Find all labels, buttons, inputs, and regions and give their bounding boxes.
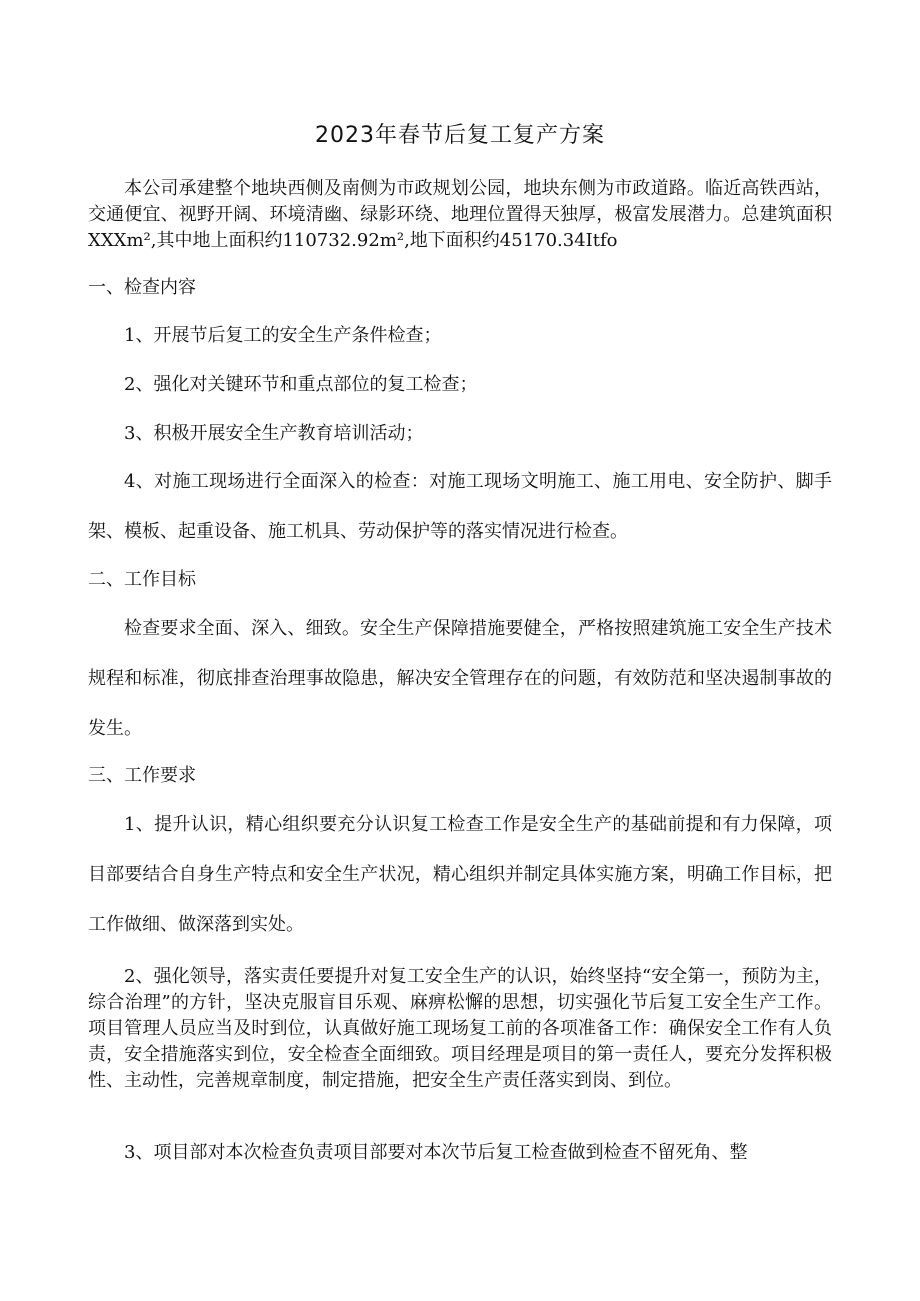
requirement-item-3: 3、项目部对本次检查负责项目部要对本次节后复工检查做到检查不留死角、整: [124, 1142, 748, 1163]
section-heading-inspection: 一、检查内容: [88, 277, 196, 298]
section-heading-goals: 二、工作目标: [88, 569, 196, 590]
inspection-item-4: 4、对施工现场进行全面深入的检查：对施工现场文明施工、施工用电、安全防护、脚手架、模板、起重设备、施工机具、劳动保护等的落实情况进行检查。: [88, 471, 832, 542]
inspection-item-1: 1、开展节后复工的安全生产条件检查；: [124, 325, 442, 346]
requirement-item-2: 2、强化领导，落实责任要提升对复工安全生产的认识，始终坚持“安全第一，预防为主，综合治理”的方针，坚决克服盲目乐观、麻痹松懈的思想，切实强化节后复工安全生产工作。项目管理人员应当及时到位，认真做好施工现场复工前的各项准备工作：确保安全工作有人负责，安全措施落实到位，安全检查全面细致。项目经理是项目的第一责任人，要充分发挥积极性、主动性，完善规章制度，制定措施，把安全生产责任落实到岗、到位。: [88, 966, 832, 1091]
intro-paragraph: 本公司承建整个地块西侧及南侧为市政规划公园，地块东侧为市政道路。临近高铁西站，交通便宜、视野开阔、环境清幽、绿影环绕、地理位置得天独厚，极富发展潜力。总建筑面积XXXm²,其中地上面积约110732.92m²,地下面积约45170.34Itfo: [88, 178, 832, 251]
inspection-item-2: 2、强化对关键环节和重点部位的复工检查；: [124, 374, 478, 395]
document-title: 2023年春节后复工复产方案: [315, 123, 605, 148]
section-heading-requirements: 三、工作要求: [88, 765, 196, 786]
requirement-item-1: 1、提升认识，精心组织要充分认识复工检查工作是安全生产的基础前提和有力保障，项目部要结合自身生产特点和安全生产状况，精心组织并制定具体实施方案，明确工作目标，把工作做细、做深落到实处。: [88, 814, 832, 935]
inspection-item-3: 3、积极开展安全生产教育培训活动；: [124, 423, 424, 444]
goals-paragraph: 检查要求全面、深入、细致。安全生产保障措施要健全，严格按照建筑施工安全生产技术规程和标准，彻底排查治理事故隐患，解决安全管理存在的问题，有效防范和坚决遏制事故的发生。: [88, 618, 832, 739]
